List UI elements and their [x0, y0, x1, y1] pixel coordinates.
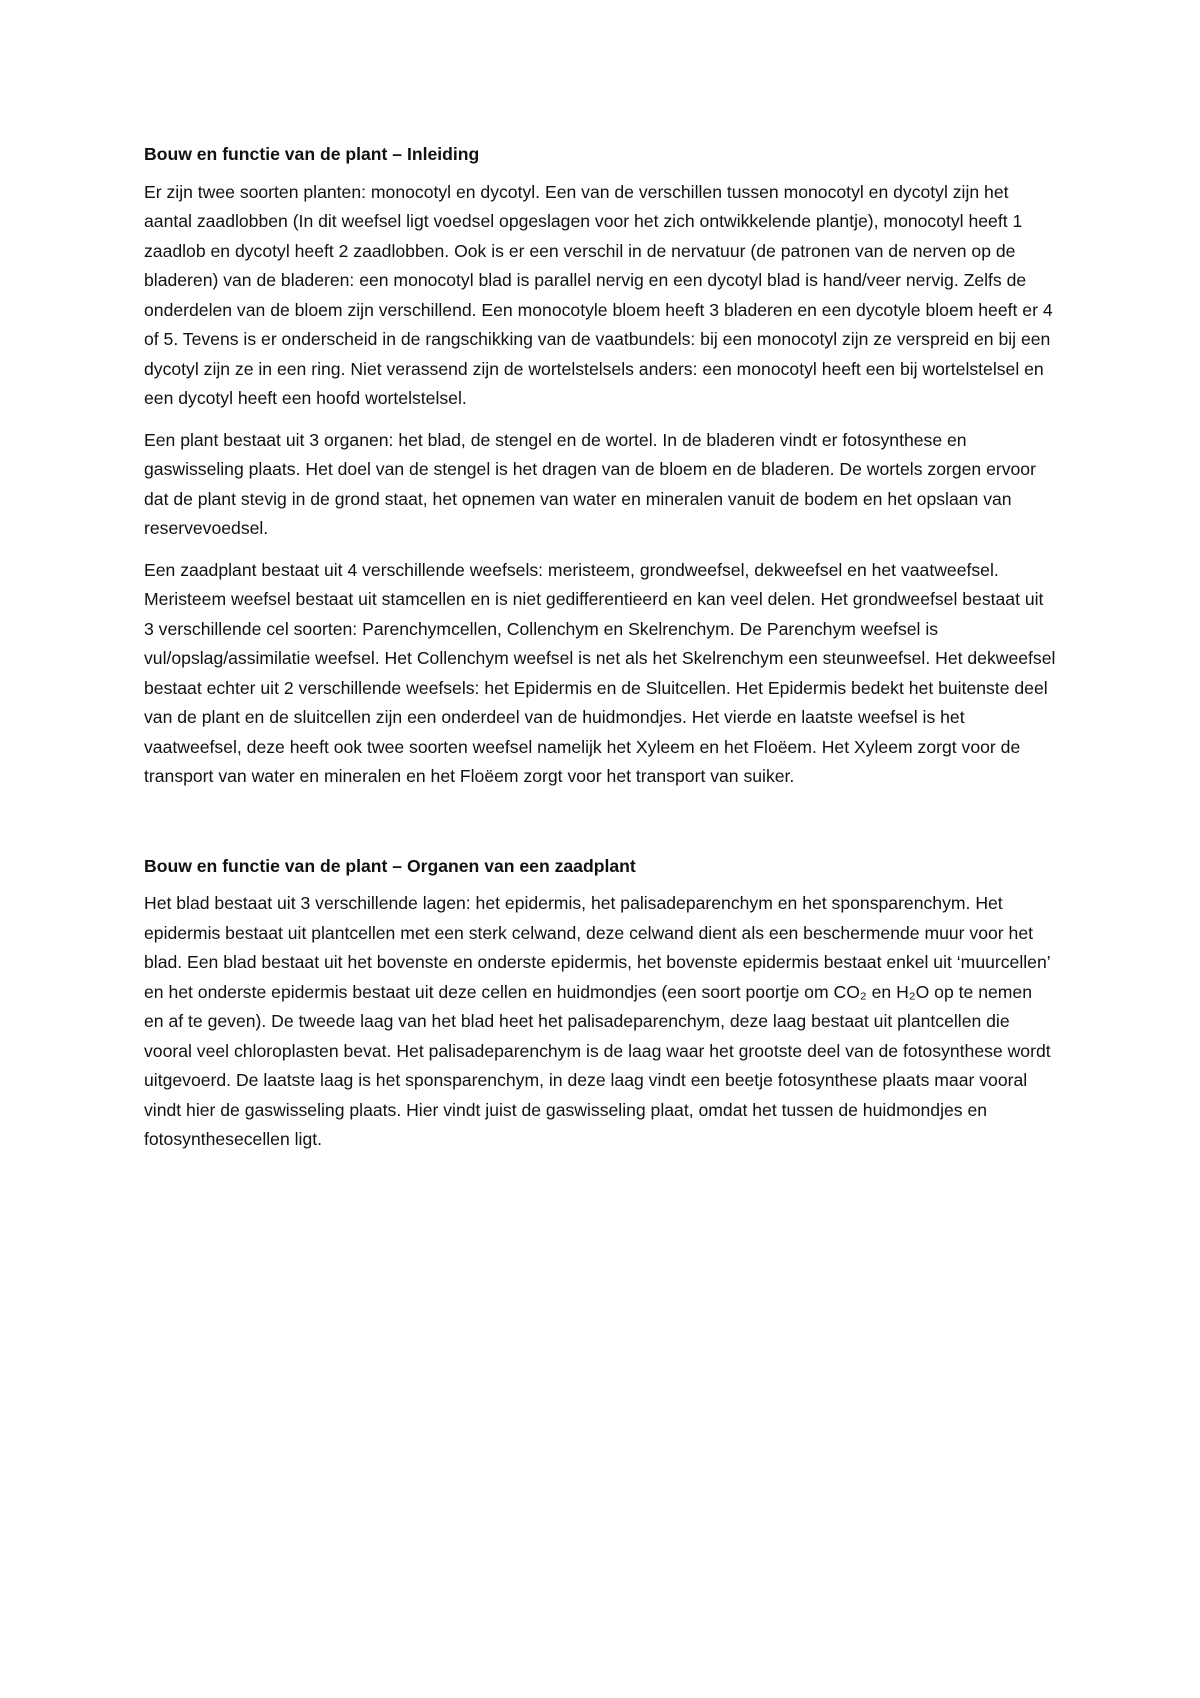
section-heading-organen: Bouw en functie van de plant – Organen van een zaadplant	[144, 855, 636, 876]
paragraph-weefsels: Een zaadplant bestaat uit 4 verschillende weefsels: meristeem, grondweefsel, dekweefsel en het vaatweefsel. Meristeem weefsel bestaat uit stamcellen en is niet gedifferentieerd en kan veel delen. Het grondweefsel bestaat uit 3 verschillende cel soorten: Parenchymcellen, Collenchym en Skelrenchym. De Parenchym weefsel is vul/opslag/assimilatie weefsel. Het Collenchym weefsel is net als het Skelrenchym een steunweefsel. Het dekweefsel bestaat echter uit 2 verschillende weefsels: het Epidermis en de Sluitcellen. Het Epidermis bedekt het buitenste deel van de plant en de sluitcellen zijn een onderdeel van de huidmondjes. Het vierde en laatste weefsel is het vaatweefsel, deze heeft ook twee soorten weefsel namelijk het Xyleem en het Floëem. Het Xyleem zorgt voor de transport van water en mineralen en het Floëem zorgt voor het transport van suiker.	[144, 559, 1056, 786]
section-heading-inleiding: Bouw en functie van de plant – Inleiding	[144, 144, 480, 164]
paragraph-monocotyl-dycotyl: Er zijn twee soorten planten: monocotyl en dycotyl. Een van de verschillen tussen monocotyl en dycotyl zijn het aantal zaadlobben (In dit weefsel ligt voedsel opgeslagen voor het zich ontwikkelende plantje), monocotyl heeft 1 zaadlob en dycotyl heeft 2 zaadlobben. Ook is er een verschil in de nervatuur (de patronen van de nerven op de bladeren) van de bladeren: een monocotyl blad is parallel nervig en een dycotyl blad is hand/veer nervig. Zelfs de onderdelen van de bloem zijn verschillend. Een monocotyle bloem heeft 3 bladeren en een dycotyle bloem heeft er 4 of 5. Tevens is er onderscheid in de rangschikking van de vaatbundels: bij een monocotyl zijn ze verspreid en bij een dycotyl zijn ze in een ring. Niet verassend zijn de wortelstelsels anders: een monocotyl heeft een bij wortelstelsel en een dycotyl heeft een hoofd wortelstelsel.	[144, 181, 1053, 408]
paragraph-blad-lagen: Het blad bestaat uit 3 verschillende lagen: het epidermis, het palisadeparenchym en het sponsparenchym. Het epidermis bestaat uit plantcellen met een sterk celwand, deze celwand dient als een beschermende muur voor het blad. Een blad bestaat uit het bovenste en onderste epidermis, het bovenste epidermis bestaat enkel uit ‘muurcellen’ en het onderste epidermis bestaat uit deze cellen en huidmondjes (een soort poortje om CO₂ en H₂O op te nemen en af te geven). De tweede laag van het blad heet het palisadeparenchym, deze laag bestaat uit plantcellen die vooral veel chloroplasten bevat. Het palisadeparenchym is de laag waar het grootste deel van de fotosynthese wordt uitgevoerd. De laatste laag is het sponsparenchym, in deze laag vindt een beetje fotosynthese plaats maar vooral vindt hier de gaswisseling plaats. Hier vindt juist de gaswisseling plaat, omdat het tussen de huidmondjes en fotosynthesecellen ligt.	[144, 893, 1051, 1149]
section-spacer	[144, 804, 1056, 852]
document-body	[144, 140, 1056, 1167]
paragraph-plant-organen: Een plant bestaat uit 3 organen: het blad, de stengel en de wortel. In de bladeren vindt er fotosynthese en gaswisseling plaats. Het doel van de stengel is het dragen van de bloem en de bladeren. De wortels zorgen ervoor dat de plant stevig in de grond staat, het opnemen van water en mineralen vanuit de bodem en het opslaan van reservevoedsel.	[144, 429, 1036, 538]
